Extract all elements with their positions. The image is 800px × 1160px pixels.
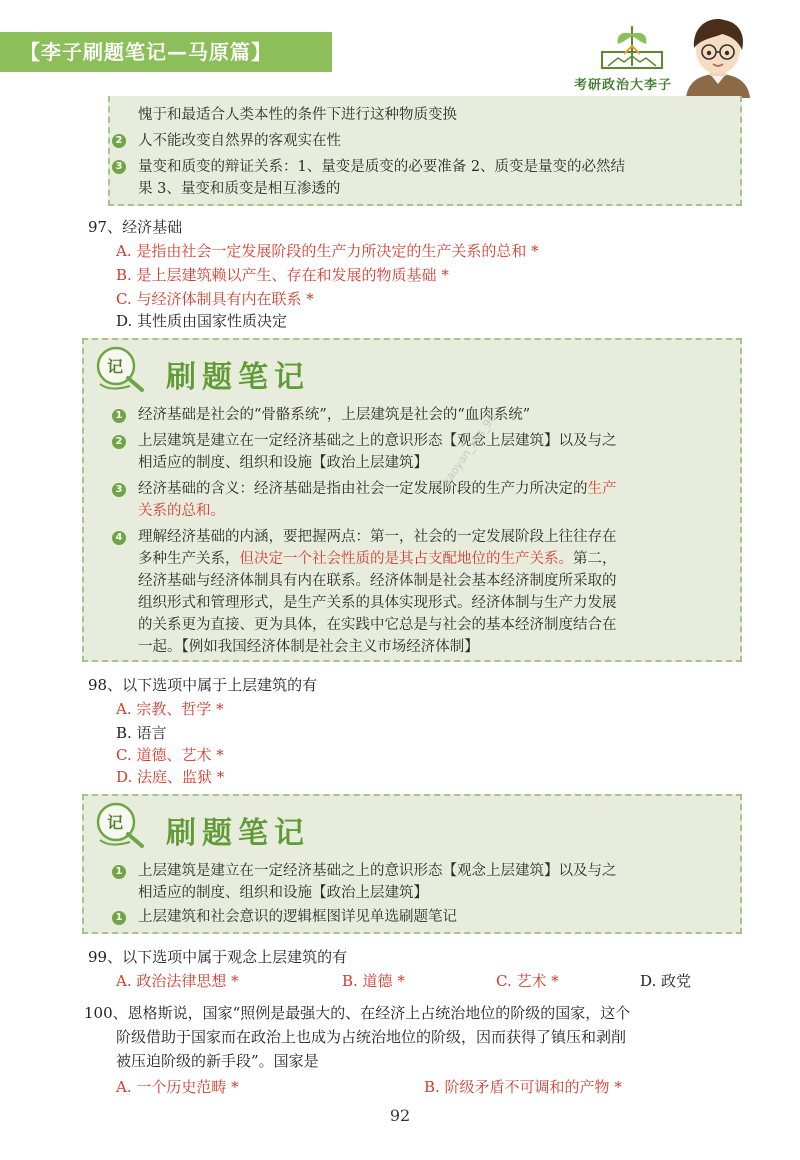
option-c: C. 艺术 * bbox=[496, 972, 559, 990]
note-line: 的关系更为直接、更为具体，在实践中它总是与社会的基本经济制度结合在 bbox=[138, 617, 617, 633]
option-a: A. 政治法律思想 * bbox=[116, 972, 239, 990]
note-header-icon-text: 记 bbox=[107, 357, 124, 376]
note-line: 相适应的制度、组织和设施【政治上层建筑】 bbox=[138, 885, 428, 901]
note-line: 上层建筑和社会意识的逻辑框图详见单选刷题笔记 bbox=[138, 909, 457, 925]
logo-icon bbox=[594, 22, 670, 74]
number-badge: 2 bbox=[112, 134, 126, 148]
note-line: 相适应的制度、组织和设施【政治上层建筑】 bbox=[138, 455, 428, 471]
option-a: A. 一个历史范畴 * bbox=[116, 1078, 239, 1096]
number-badge: 4 bbox=[112, 531, 126, 545]
question-100-line-1: 100、恩格斯说，国家“照例是最强大的、在经济上占统治地位的阶级的国家，这个 bbox=[84, 1004, 631, 1022]
question-97-title: 97、经济基础 bbox=[88, 218, 183, 236]
note-title: 刷题笔记 bbox=[166, 816, 310, 851]
question-98-title: 98、以下选项中属于上层建筑的有 bbox=[88, 676, 318, 694]
watermark: kaoyan_xhs_96 bbox=[440, 411, 499, 488]
highlight-text: 但决定一个社会性质的是其占支配地位的生产关系。 bbox=[239, 551, 573, 567]
note-line: 理解经济基础的内涵，要把握两点：第一，社会的一定发展阶段上往往存在 bbox=[138, 529, 617, 545]
note-line: 经济基础与经济体制具有内在联系。经济体制是社会基本经济制度所采取的 bbox=[138, 573, 617, 589]
note-line: 一起。【例如我国经济体制是社会主义市场经济体制】 bbox=[138, 639, 479, 655]
option-d: D. 政党 bbox=[640, 972, 692, 990]
option-b: B. 道德 * bbox=[342, 972, 405, 990]
highlight-text: 关系的总和。 bbox=[138, 503, 225, 519]
note-line: 上层建筑是建立在一定经济基础之上的意识形态【观念上层建筑】以及与之 bbox=[138, 863, 617, 879]
option-c: C. 道德、艺术 * bbox=[116, 746, 224, 764]
option-d: D. 法庭、监狱 * bbox=[116, 768, 225, 786]
note-title: 刷题笔记 bbox=[166, 360, 310, 395]
logo-text: 考研政治大李子 bbox=[574, 78, 673, 93]
chapter-banner: 【李子刷题笔记—马原篇】 bbox=[0, 32, 332, 72]
note-line: 经济基础是社会的“骨骼系统”，上层建筑是社会的“血肉系统” bbox=[138, 407, 531, 423]
highlight-text: 生产 bbox=[587, 481, 617, 497]
note-line bbox=[138, 548, 617, 570]
number-badge: 3 bbox=[112, 160, 126, 174]
note-line: 组织形式和管理形式，是生产关系的具体实现形式。经济体制与生产力发展 bbox=[138, 595, 617, 611]
note-text: 经济基础的含义：经济基础是指由社会一定发展阶段的生产力所决定的 bbox=[138, 481, 588, 497]
note-line bbox=[138, 478, 617, 500]
question-99-title: 99、以下选项中属于观念上层建筑的有 bbox=[88, 948, 348, 966]
note-line: 上层建筑是建立在一定经济基础之上的意识形态【观念上层建筑】以及与之 bbox=[138, 433, 617, 449]
number-badge: 1 bbox=[112, 865, 126, 879]
number-badge: 3 bbox=[112, 483, 126, 497]
note-text: 多种生产关系， bbox=[138, 551, 240, 567]
option-a: A. 是指由社会一定发展阶段的生产力所决定的生产关系的总和 * bbox=[116, 242, 539, 260]
option-d: D. 其性质由国家性质决定 bbox=[116, 312, 288, 330]
note-header-icon-text: 记 bbox=[107, 813, 124, 832]
option-b: B. 阶级矛盾不可调和的产物 * bbox=[424, 1078, 622, 1096]
number-badge: 1 bbox=[112, 911, 126, 925]
note-text: 第二， bbox=[573, 551, 617, 567]
note-line-continued: 愧于和最适合人类本性的条件下进行这种物质变换 bbox=[138, 107, 457, 123]
question-100-line-3: 被压迫阶级的新手段”。国家是 bbox=[116, 1052, 319, 1070]
note-line: 人不能改变自然界的客观实在性 bbox=[138, 133, 341, 149]
number-badge: 2 bbox=[112, 435, 126, 449]
option-b: B. 语言 bbox=[116, 724, 167, 742]
question-100-line-2: 阶级借助于国家而在政治上也成为占统治地位的阶级，因而获得了镇压和剥削 bbox=[116, 1028, 627, 1046]
option-b: B. 是上层建筑赖以产生、存在和发展的物质基础 * bbox=[116, 266, 449, 284]
note-line: 果 3、量变和质变是相互渗透的 bbox=[138, 181, 341, 197]
page-number: 92 bbox=[389, 1106, 411, 1125]
avatar bbox=[676, 14, 760, 98]
option-a: A. 宗教、哲学 * bbox=[116, 700, 224, 718]
note-line: 量变和质变的辩证关系：1、量变是质变的必要准备 2、质变是量变的必然结 bbox=[138, 159, 626, 175]
number-badge: 1 bbox=[112, 409, 126, 423]
option-c: C. 与经济体制具有内在联系 * bbox=[116, 290, 314, 308]
